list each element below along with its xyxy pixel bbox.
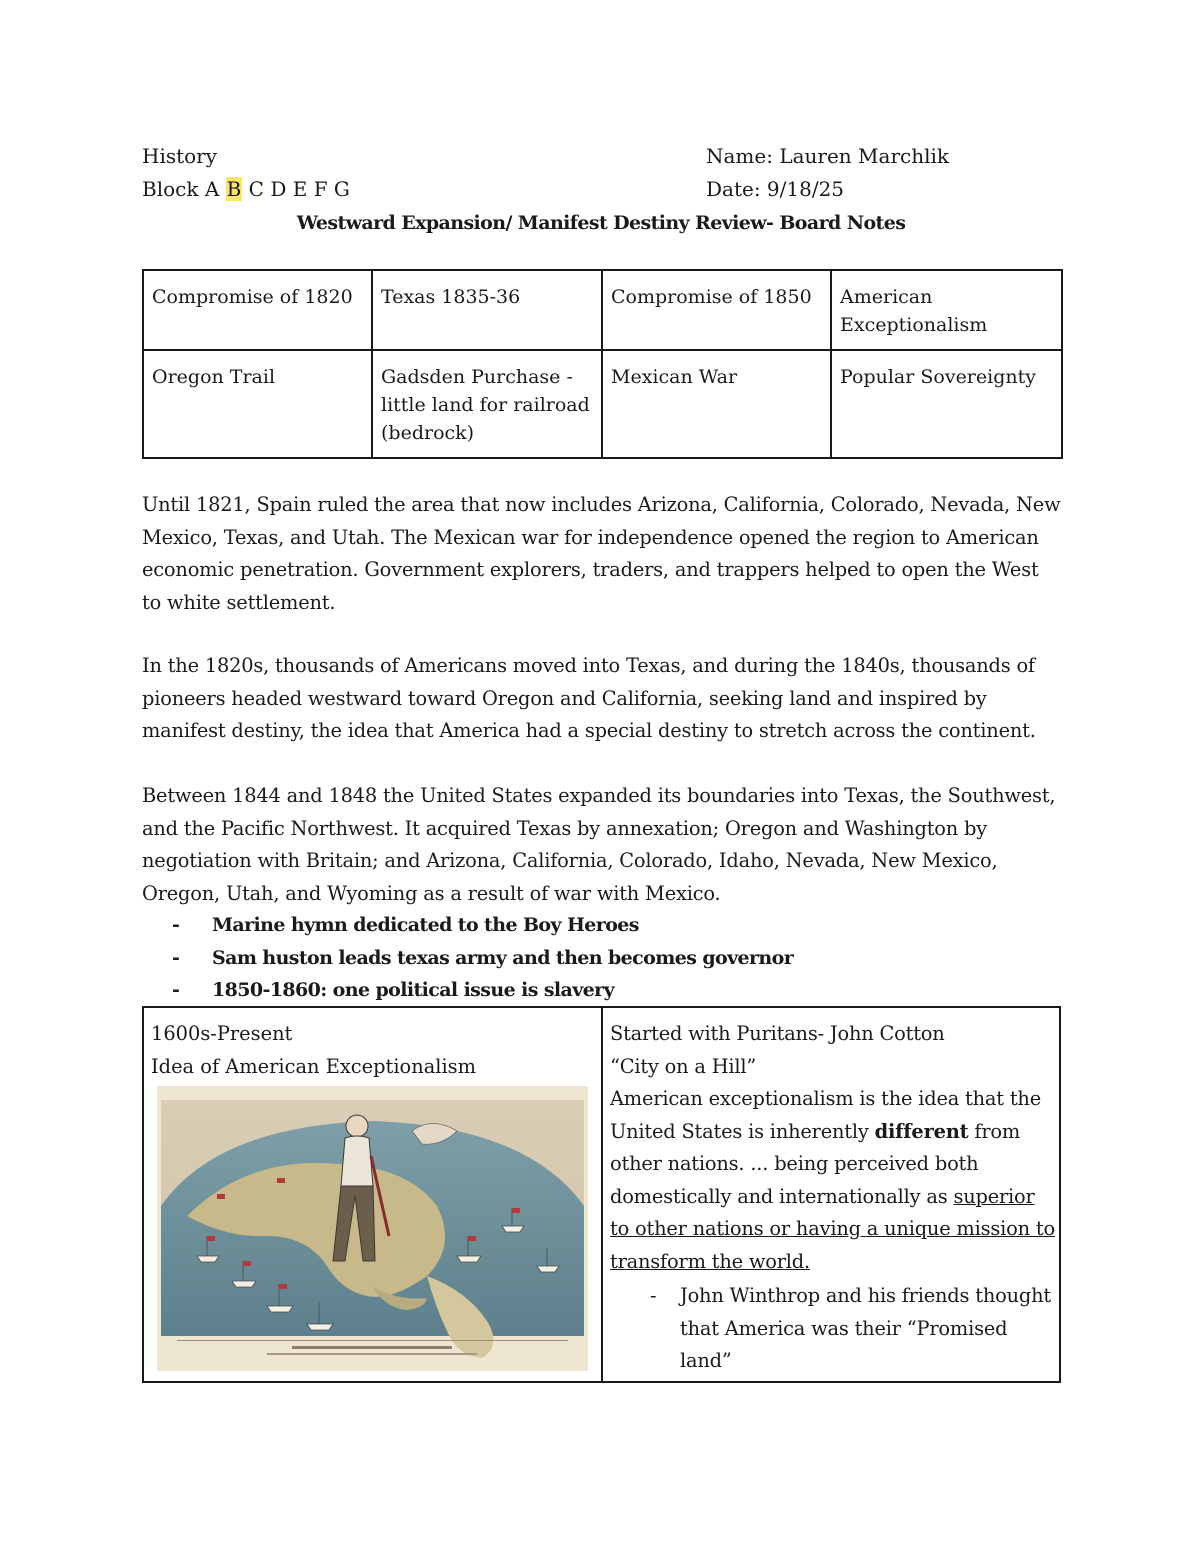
table-row xyxy=(143,350,1062,458)
city-on-hill-quote: “City on a Hill” xyxy=(610,1054,757,1078)
column-divider xyxy=(601,1008,603,1381)
ship xyxy=(457,1256,481,1262)
period-label: 1600s-Present xyxy=(151,1022,293,1045)
list-item-text: 1850-1860: one political issue is slavery xyxy=(212,979,615,1001)
origin-label: Started with Puritans- John Cotton xyxy=(610,1022,945,1045)
list-item xyxy=(172,942,1052,975)
list-item xyxy=(172,909,1052,942)
ship xyxy=(537,1266,559,1272)
flag xyxy=(243,1261,251,1266)
list-item xyxy=(172,974,1052,1007)
table-cell: Compromise of 1850 xyxy=(602,270,831,350)
caption-line xyxy=(292,1346,452,1349)
list-item xyxy=(610,1280,1056,1378)
student-name: Name: Lauren Marchlik xyxy=(706,144,949,168)
table-cell: Compromise of 1820 xyxy=(143,270,372,350)
ship xyxy=(267,1306,293,1312)
exceptionalism-right-column xyxy=(610,1018,1056,1378)
table-cell: Gadsden Purchase -little land for railroad (bedrock) xyxy=(372,350,602,458)
flag xyxy=(512,1208,520,1213)
bullet-dash: - xyxy=(172,946,180,969)
bullet-dash: - xyxy=(650,1284,657,1307)
list-item-text: Marine hymn dedicated to the Boy Heroes xyxy=(212,914,639,936)
block-suffix: C D E F G xyxy=(242,177,350,201)
block-prefix: Block A xyxy=(142,177,226,201)
flag xyxy=(207,1236,215,1241)
figure-head xyxy=(346,1115,368,1137)
table-cell: Popular Sovereignty xyxy=(831,350,1062,458)
flag xyxy=(279,1284,287,1289)
exceptionalism-box xyxy=(142,1006,1061,1383)
definition-text: from other nations. ... being perceived both domestically and internationally as xyxy=(610,1119,1021,1208)
bullet-dash: - xyxy=(172,914,180,936)
block-line xyxy=(142,173,350,206)
definition-bold-word: different xyxy=(874,1119,969,1143)
definition-text: American exceptionalism is the idea that the United States is inherently xyxy=(610,1087,1041,1143)
flag xyxy=(217,1194,225,1199)
notes-bullet-list xyxy=(172,909,1052,1007)
subject-label: History xyxy=(142,144,218,168)
date-label: Date: 9/18/25 xyxy=(706,177,845,201)
political-cartoon-image xyxy=(157,1086,588,1371)
paragraph-expansion: Between 1844 and 1848 the United States expanded its boundaries into Texas, the Southwest, and the Pacific Northwest. It acquired Texas by annexation; Oregon and Washington by negotiation with Britain; and Arizona, California, Colorado, Idaho, Nevada, New Mexico, Oregon, Utah, and Wyoming as a result of war with Mexico. xyxy=(142,784,1056,905)
paragraph-spanish-rule: Until 1821, Spain ruled the area that now includes Arizona, California, Colorado, Nevada, New Mexico, Texas, and Utah. The Mexican war for independence opened the region to American economic penetration. Government explorers, traders, and trappers helped to open the West to white settlement. xyxy=(142,493,1061,614)
paragraph-manifest-destiny: In the 1820s, thousands of Americans moved into Texas, and during the 1840s, thousands of pioneers headed westward toward Oregon and California, seeking land and inspired by manifest destiny, the idea that America had a special destiny to stretch across the continent. xyxy=(142,654,1036,742)
ship xyxy=(197,1256,219,1262)
table-cell: Oregon Trail xyxy=(143,350,372,458)
exceptionalism-left-column xyxy=(151,1018,595,1083)
caption-rule xyxy=(177,1340,568,1341)
flag xyxy=(277,1178,285,1183)
table-row xyxy=(143,270,1062,350)
definition-underlined-text: superior to other nations or having a unique mission to transform the world. xyxy=(610,1184,1055,1273)
terms-table xyxy=(142,269,1063,459)
list-item-text: John Winthrop and his friends thought that America was their “Promised land” xyxy=(680,1284,1051,1372)
idea-label: Idea of American Exceptionalism xyxy=(151,1054,476,1078)
ship xyxy=(502,1226,524,1232)
ship xyxy=(232,1281,256,1287)
figure-torso xyxy=(341,1136,373,1186)
flag xyxy=(468,1236,476,1241)
caption-line xyxy=(267,1353,477,1355)
table-cell: Texas 1835-36 xyxy=(372,270,602,350)
table-cell: American Exceptionalism xyxy=(831,270,1062,350)
table-cell: Mexican War xyxy=(602,350,831,458)
page-title: Westward Expansion/ Manifest Destiny Review- Board Notes xyxy=(296,212,906,234)
exceptionalism-definition xyxy=(610,1083,1056,1278)
block-selected-highlight: B xyxy=(226,177,242,201)
bullet-dash: - xyxy=(172,979,180,1001)
list-item-text: Sam huston leads texas army and then becomes governor xyxy=(212,946,794,969)
ship xyxy=(307,1324,333,1330)
